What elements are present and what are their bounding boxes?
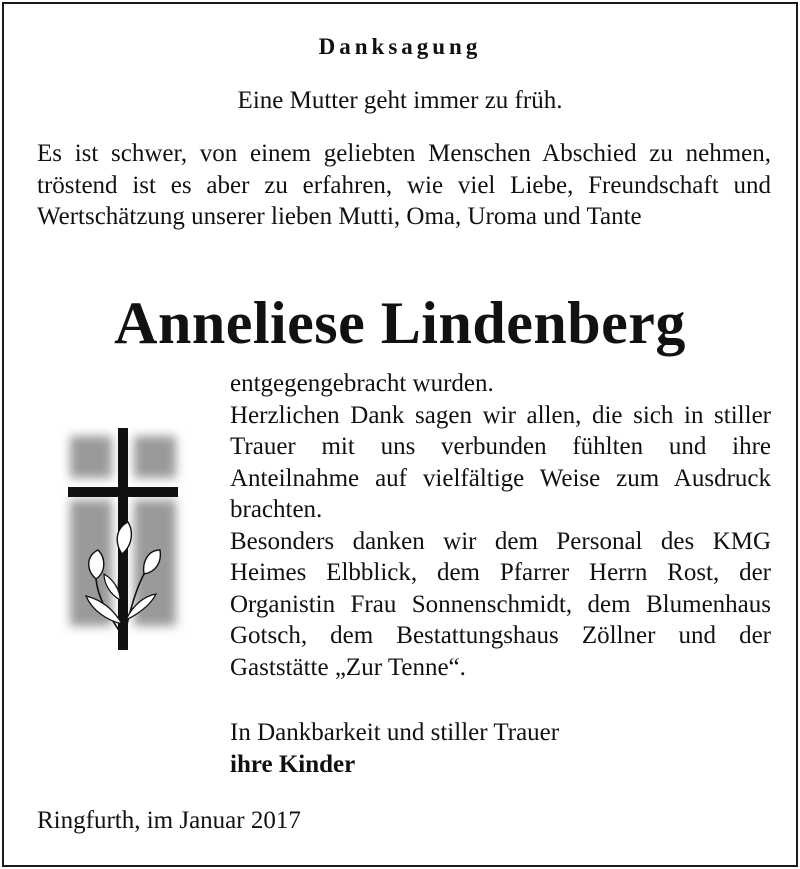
notice-subtitle: Eine Mutter geht immer zu früh. xyxy=(237,87,563,114)
closing-line: In Dankbarkeit und stiller Trauer xyxy=(230,719,560,746)
paragraph: entgegengebracht wurden. xyxy=(230,370,494,397)
obituary-notice xyxy=(2,2,798,867)
notice-title: Danksagung xyxy=(318,34,482,59)
intro-paragraph: Es ist schwer, von einem geliebten Menschen Abschied zu nehmen, tröstend ist es aber zu erfahren, wie viel Liebe, Freundschaft und Wertschätzung unserer lieben Mutti, Oma, Uroma und Tante xyxy=(37,140,771,230)
cross-with-calla-lilies-icon xyxy=(58,424,188,654)
thanks-text xyxy=(230,368,771,683)
deceased-name: Anneliese Lindenberg xyxy=(114,290,686,356)
paragraph: Besonders danken wir dem Personal des KMG Heimes Elbblick, dem Pfarrer Herrn Rost, der Organistin Frau Sonnenschmidt, dem Blumenhaus Gotsch, dem Bestattungshaus Zöllner und der Gaststätte „Zur Tenne“. xyxy=(230,527,771,681)
place-date: Ringfurth, im Januar 2017 xyxy=(37,807,301,834)
signer: ihre Kinder xyxy=(230,750,356,778)
closing-block xyxy=(230,717,771,780)
paragraph: Herzlichen Dank sagen wir allen, die sich in stiller Trauer mit uns verbunden fühlten und ihre Anteilnahme auf vielfältige Weise zum Ausdruck brachten. xyxy=(230,401,771,523)
